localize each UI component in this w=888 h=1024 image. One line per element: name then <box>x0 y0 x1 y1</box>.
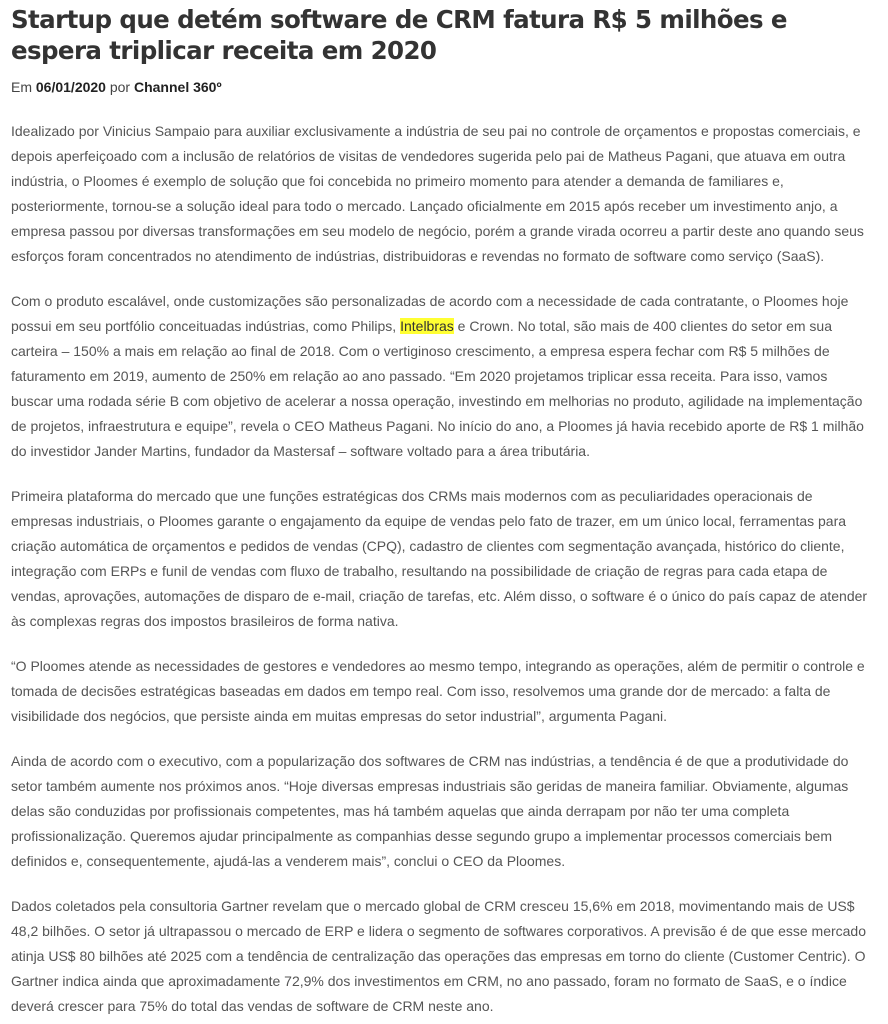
article-body <box>11 119 869 1019</box>
article-title: Startup que detém software de CRM fatura R$ 5 milhões e espera triplicar receita em 2020 <box>11 5 787 65</box>
paragraph-2-part-1: Com o produto escalável, onde customizações são personalizadas de acordo com a necessidade de cada contratante, o Ploomes hoje possui em seu portfólio conceituadas indústrias, como Philips, <box>11 293 849 334</box>
paragraph-4: “O Ploomes atende as necessidades de gestores e vendedores ao mesmo tempo, integrando as operações, além de permitir o controle e tomada de decisões estratégicas baseadas em dados em tempo real. Com isso, resolvemos uma grande dor de mercado: a falta de visibilidade dos negócios, que persiste ainda em muitas empresas do setor industrial”, argumenta Pagani. <box>11 658 865 724</box>
paragraph-6: Dados coletados pela consultoria Gartner revelam que o mercado global de CRM cresceu 15,6% em 2018, movimentando mais de US$ 48,2 bilhões. O setor já ultrapassou o mercado de ERP e lidera o segmento de softwares corporativos. A previsão é de que esse mercado atinja US$ 80 bilhões até 2025 com a tendência de centralização das operações das empresas em torno do cliente (Customer Centric). O Gartner indica ainda que aproximadamente 72,9% dos investimentos em CRM, no ano passado, foram no formato de SaaS, e o índice deverá crescer para 75% do total das vendas de software de CRM neste ano. <box>11 898 867 1014</box>
paragraph-2 <box>11 289 869 464</box>
highlighted-term: Intelbras <box>400 318 454 334</box>
paragraph-3: Primeira plataforma do mercado que une funções estratégicas dos CRMs mais modernos com as peculiaridades operacionais de empresas industriais, o Ploomes garante o engajamento da equipe de vendas pelo fato de trazer, em um único local, ferramentas para criação automática de orçamentos e pedidos de vendas (CPQ), cadastro de clientes com segmentação avançada, histórico do cliente, integração com ERPs e funil de vendas com fluxo de trabalho, resultando na possibilidade de criação de regras para cada etapa de vendas, aprovações, automações de disparo de e-mail, criação de tarefas, etc. Além disso, o software é o único do país capaz de atender às complexas regras dos impostos brasileiros de forma nativa. <box>11 488 868 629</box>
meta-by: por <box>109 79 131 95</box>
article-meta <box>11 78 869 96</box>
paragraph-1: Idealizado por Vinicius Sampaio para auxiliar exclusivamente a indústria de seu pai no controle de orçamentos e propostas comerciais, e depois aperfeiçoado com a inclusão de relatórios de visitas de vendedores sugerida pelo pai de Matheus Pagani, que atuava em outra indústria, o Ploomes é exemplo de solução que foi concebida no primeiro momento para atender a demanda de familiares e, posteriormente, tornou-se a solução ideal para todo o mercado. Lançado oficialmente em 2015 após receber um investimento anjo, a empresa passou por diversas transformações em seu modelo de negócio, porém a grande virada ocorreu a partir deste ano quando seus esforços foram concentrados no atendimento de indústrias, distribuidoras e revendas no formato de software como serviço (SaaS). <box>11 123 864 264</box>
paragraph-5: Ainda de acordo com o executivo, com a popularização dos softwares de CRM nas indústrias, a tendência é de que a produtividade do setor também aumente nos próximos anos. “Hoje diversas empresas industriais são geridas de maneira familiar. Obviamente, algumas delas são conduzidas por profissionais competentes, mas há também aquelas que ainda derrapam por não ter uma completa profissionalização. Queremos ajudar principalmente as companhias desse segundo grupo a implementar processos comerciais bem definidos e, consequentemente, ajudá-las a venderem mais”, conclui o CEO da Ploomes. <box>11 753 849 869</box>
article <box>11 0 869 1019</box>
paragraph-2-part-2: e Crown. No total, são mais de 400 clientes do setor em sua carteira – 150% a mais em relação ao final de 2018. Com o vertiginoso crescimento, a empresa espera fechar com R$ 5 milhões de faturamento em 2019, aumento de 250% em relação ao ano passado. “Em 2020 projetamos triplicar essa receita. Para isso, vamos buscar uma rodada série B com objetivo de acelerar a nossa operação, investindo em melhorias no produto, agilidade na implementação de projetos, infraestrutura e equipe”, revela o CEO Matheus Pagani. No início do ano, a Ploomes já havia recebido aporte de R$ 1 milhão do investidor Jander Martins, fundador da Mastersaf – software voltado para a área tributária. <box>11 318 864 459</box>
publish-date: 06/01/2020 <box>35 79 106 95</box>
meta-prefix: Em <box>11 79 32 95</box>
author-link[interactable]: Channel 360º <box>133 79 222 95</box>
